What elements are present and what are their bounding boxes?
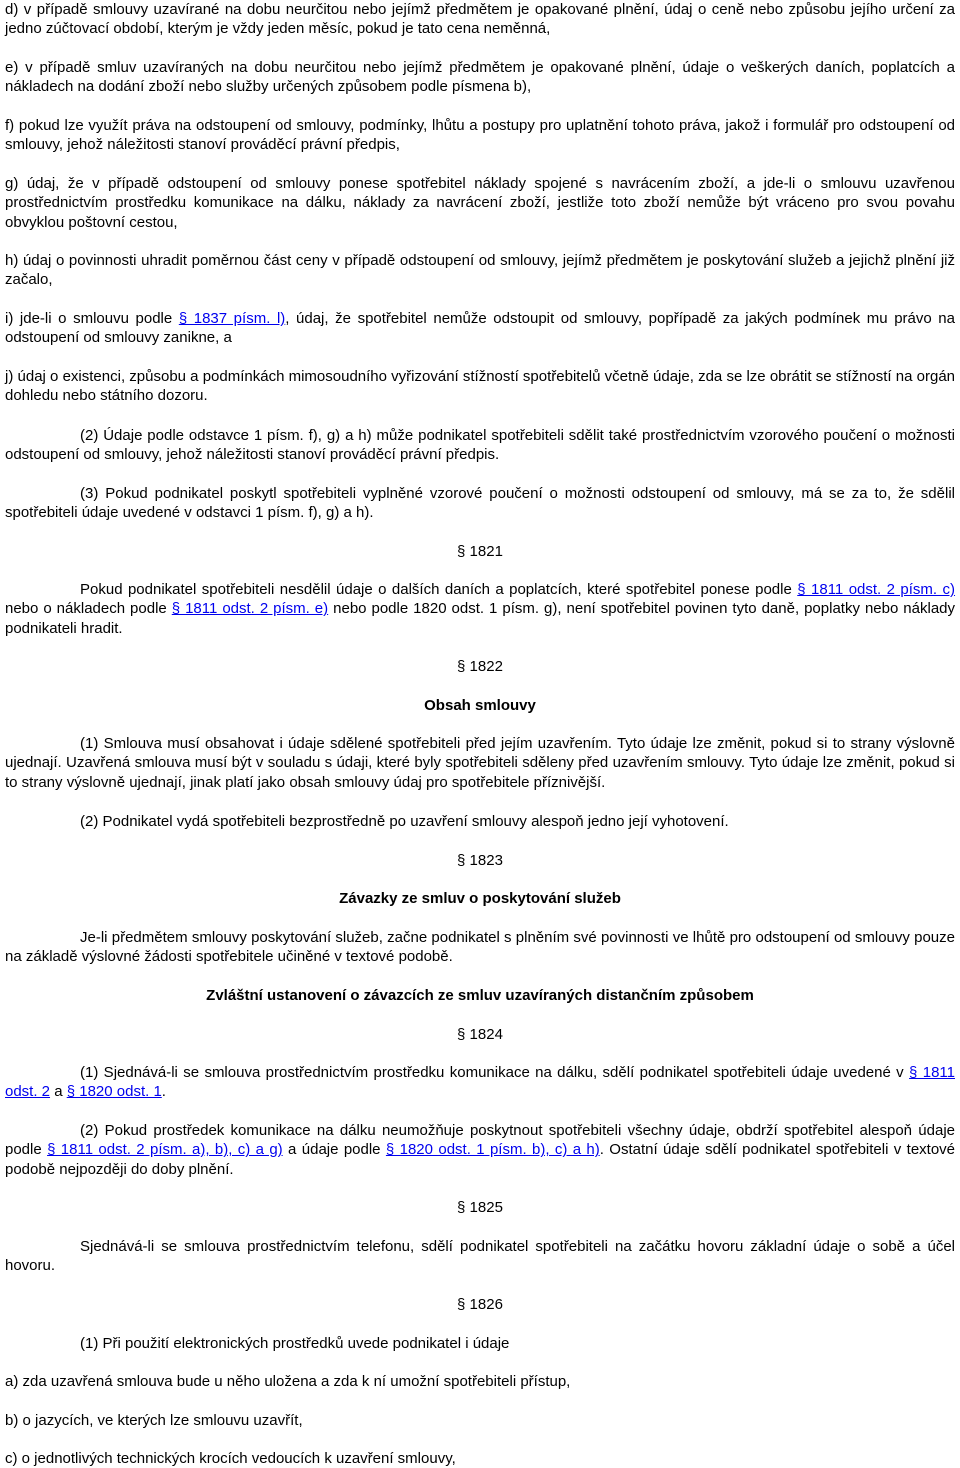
section-1822-title: Obsah smlouvy: [424, 697, 536, 714]
item-d: d) v případě smlouvy uzavírané na dobu neurčitou nebo jejímž předmětem je opakované plnění, údaj o ceně nebo způsobu jejího určení za jedno zúčtovací období, kterým je vždy jeden měsíc, pokud je tato cena neměnná,: [5, 1, 955, 38]
section-1825-text: Sjednává-li se smlouva prostřednictvím telefonu, sdělí podnikatel spotřebiteli na začátku hovoru základní údaje o sobě a účel hovoru.: [5, 1238, 955, 1275]
s1821-text-c: nebo podle 1820 odst. 1 písm. g), není spotřebitel povinen tyto daně, poplatky nebo náklady podnikateli hradit.: [5, 600, 956, 637]
s1824-p1-text-b: a: [50, 1083, 67, 1101]
section-1823-title: Závazky ze smluv o poskytování služeb: [339, 890, 621, 907]
link-1811-e[interactable]: § 1811 odst. 2 písm. e): [171, 600, 329, 618]
section-1823-heading: § 1823: [457, 852, 503, 869]
s1821-text-b: nebo o nákladech podle: [5, 600, 172, 618]
item-i: [5, 309, 955, 348]
link-1811-c[interactable]: § 1811 odst. 2 písm. c): [797, 581, 956, 598]
section-1823-text: Je-li předmětem smlouvy poskytování služeb, začne podnikatel s plněním své povinnosti ve lhůtě pro odstoupení od smlouvy pouze na základě výslovné žádosti spotřebitele učiněné v textové podobě.: [5, 929, 955, 966]
part-title-distance-contracts: Zvláštní ustanovení o závazcích ze smluv uzavíraných distančním způsobem: [206, 987, 754, 1004]
item-h: h) údaj o povinnosti uhradit poměrnou část ceny v případě odstoupení od smlouvy, jejímž předmětem je poskytování služeb a jejichž plnění již začalo,: [5, 252, 955, 289]
paragraph-3: (3) Pokud podnikatel poskytl spotřebiteli vyplněné vzorové poučení o možnosti odstoupení od smlouvy, má se za to, že sdělil spotřebiteli údaje uvedené v odstavci 1 písm. f), g) a h).: [5, 485, 955, 522]
link-1820-odst1[interactable]: § 1820 odst. 1: [66, 1083, 162, 1101]
section-1826-item-a: a) zda uzavřená smlouva bude u něho uložena a zda k ní umožní spotřebiteli přístup,: [5, 1373, 571, 1390]
item-i-text-a: i) jde-li o smlouvu podle: [5, 310, 179, 327]
section-1826-heading: § 1826: [457, 1296, 503, 1313]
paragraph-2: (2) Údaje podle odstavce 1 písm. f), g) a h) může podnikatel spotřebiteli sdělit také prostřednictvím vzorového poučení o možnosti odstoupení od smlouvy, jehož náležitosti stanoví prováděcí právní předpis.: [5, 427, 955, 464]
item-j: j) údaj o existenci, způsobu a podmínkách mimosoudního vyřizování stížností spotřebitelů včetně údaje, zda se lze obrátit se stížností na orgán dohledu nebo státního dozoru.: [5, 368, 955, 405]
s1824-p2-text-a: (2) Pokud prostředek komunikace na dálku neumožňuje poskytnout spotřebiteli všechny údaje, obdrží spotřebitel alespoň údaje podle: [5, 1122, 955, 1159]
link-1820-bch[interactable]: § 1820 odst. 1 písm. b), c) a h): [385, 1141, 600, 1159]
section-1822-paragraph-1: (1) Smlouva musí obsahovat i údaje sdělené spotřebiteli před jejím uzavřením. Tyto údaje lze změnit, pokud si to strany výslovně ujednají. Uzavřená smlouva musí být v souladu s údaji, které byly spotřebiteli sděleny před uzavřením smlouvy. Tyto údaje lze změnit, pokud si to strany výslovně ujednají, jinak platí jako obsah smlouvy údaj pro spotřebitele příznivější.: [5, 735, 955, 791]
link-1837[interactable]: § 1837 písm. l): [178, 310, 286, 327]
s1824-p1-text-a: (1) Sjednává-li se smlouva prostřednictvím prostředku komunikace na dálku, sdělí podnikatel spotřebiteli údaje uvedené v: [80, 1064, 910, 1081]
link-1811-odst2[interactable]: § 1811 odst. 2: [5, 1064, 955, 1101]
s1824-p2-text-b: a údaje podle: [282, 1141, 386, 1159]
item-g: g) údaj, že v případě odstoupení od smlouvy ponese spotřebitel náklady spojené s navrácením zboží, a jde-li o smlouvu uzavřenou prostřednictvím prostředku komunikace na dálku, náklady za navrácení zboží, jestliže toto zboží nemůže být vráceno pro svou povahu obvyklou poštovní cestou,: [5, 175, 955, 231]
section-1824-paragraph-2: [5, 1121, 955, 1179]
s1824-p2-text-c: . Ostatní údaje sdělí podnikatel spotřebiteli v textové podobě nejpozději do doby plnění.: [5, 1141, 956, 1178]
item-e: e) v případě smluv uzavíraných na dobu neurčitou nebo jejímž předmětem je opakované plnění, údaje o veškerých daních, poplatcích a nákladech na dodání zboží nebo služby určených způsobem podle písmena b),: [5, 59, 955, 96]
s1821-text-a: Pokud podnikatel spotřebiteli nesdělil údaje o dalších daních a poplatcích, které spotřebitel ponese podle: [80, 581, 798, 598]
s1824-p1-text-c: .: [161, 1083, 166, 1101]
section-1824-heading: § 1824: [457, 1026, 503, 1043]
link-1811-abcg[interactable]: § 1811 odst. 2 písm. a), b), c) a g): [47, 1141, 283, 1159]
section-1824-paragraph-1: [5, 1063, 955, 1102]
section-1825-heading: § 1825: [457, 1199, 503, 1216]
item-i-text-b: , údaj, že spotřebitel nemůže odstoupit od smlouvy, popřípadě za jakých podmínek mu právo na odstoupení od smlouvy zanikne, a: [5, 310, 955, 347]
section-1821-text: [5, 580, 955, 638]
section-1826-item-b: b) o jazycích, ve kterých lze smlouvu uzavřít,: [5, 1412, 303, 1429]
section-1822-heading: § 1822: [457, 658, 503, 675]
item-f: f) pokud lze využít práva na odstoupení od smlouvy, podmínky, lhůtu a postupy pro uplatnění tohoto práva, jakož i formulář pro odstoupení od smlouvy, jehož náležitosti stanoví prováděcí právní předpis,: [5, 117, 955, 154]
section-1822-paragraph-2: (2) Podnikatel vydá spotřebiteli bezprostředně po uzavření smlouvy alespoň jedno její vyhotovení.: [80, 813, 729, 830]
section-1826-item-c: c) o jednotlivých technických krocích vedoucích k uzavření smlouvy,: [5, 1450, 456, 1467]
section-1826-paragraph-1: (1) Při použití elektronických prostředků uvede podnikatel i údaje: [80, 1335, 510, 1352]
section-1821-heading: § 1821: [457, 543, 503, 560]
